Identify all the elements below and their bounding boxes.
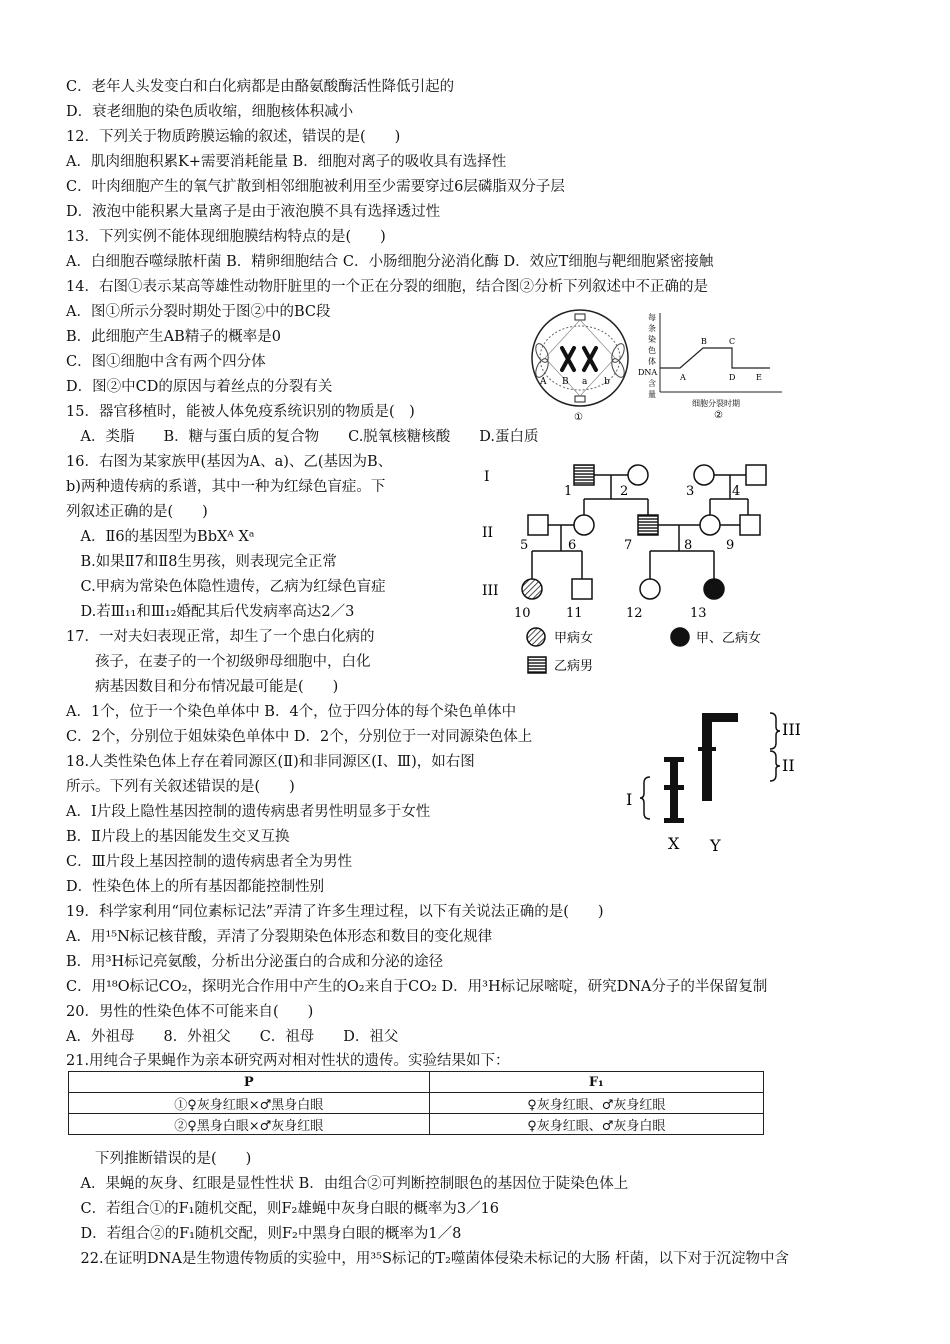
individual-id: 13 — [690, 606, 707, 621]
xy-chromosome-figure — [620, 705, 810, 860]
generation-label: II — [482, 525, 494, 541]
option-line: C．若组合①的F₁随机交配，则F₂雄蝇中灰身白眼的概率为3／16 — [66, 1201, 500, 1217]
table-cell: ♀灰身红眼、♂灰身红眼 — [429, 1093, 763, 1114]
question-line: 13．下列实例不能体现细胞膜结构特点的是( ) — [66, 229, 386, 245]
option-line: A．白细胞吞噬绿脓杆菌 B．精卵细胞结合 C．小肠细胞分泌消化酶 D．效应T细胞与靶细胞紧密接触 — [66, 254, 714, 270]
option-line: C．Ⅲ片段上基因控制的遗传病患者全为男性 — [66, 854, 353, 870]
option-line: C．图①细胞中含有两个四分体 — [66, 354, 266, 370]
pedigree-figure — [478, 455, 798, 685]
option-line: B．此细胞产生AB精子的概率是0 — [66, 329, 282, 345]
option-line: D．若组合②的F₁随机交配，则F₂中黑身白眼的概率为1／8 — [66, 1226, 462, 1242]
graph-ylabel-3: 染 — [648, 335, 656, 344]
table-header-p: P — [69, 1072, 430, 1093]
individual-id: 9 — [726, 538, 735, 553]
option-line: A．图①所示分裂时期处于图②中的BC段 — [66, 304, 331, 320]
option-line: D．液泡中能积累大量离子是由于液泡膜不具有选择透过性 — [66, 204, 441, 220]
individual-id: 4 — [732, 484, 741, 499]
table-row — [69, 1114, 764, 1135]
option-line: B.如果Ⅱ7和Ⅱ8生男孩，则表现完全正常 — [66, 554, 337, 570]
individual-id: 11 — [566, 606, 583, 621]
question-line: 12．下列关于物质跨膜运输的叙述，错误的是( ) — [66, 129, 401, 145]
experiment-table — [68, 1071, 764, 1135]
graph-point: D — [729, 373, 736, 382]
region-label: III — [782, 720, 801, 739]
question-line: 孩子，在妻子的一个初级卵母细胞中，白化 — [66, 654, 371, 670]
option-line: C．老年人头发变白和白化病都是由酪氨酸酶活性降低引起的 — [66, 79, 455, 95]
graph-ylabel-1: 每 — [648, 313, 656, 322]
graph-ylabel-5: 体 — [648, 357, 656, 366]
legend-label: 乙病男 — [554, 659, 594, 674]
option-line: B．Ⅱ片段上的基因能发生交叉互换 — [66, 829, 290, 845]
option-line: A．果蝇的灰身、红眼是显性性状 B．由组合②可判断控制眼色的基因位于陡染色体上 — [66, 1176, 629, 1192]
option-line: C．用¹⁸O标记CO₂，探明光合作用中产生的O₂来自于CO₂ D．用³H标记尿嘧啶，研究DNA分子的半保留复制 — [66, 979, 768, 995]
question-line: 18.人类性染色体上存在着同源区(Ⅱ)和非同源区(Ⅰ、Ⅲ)，如右图 — [66, 754, 475, 770]
question-line: 21.用纯合子果蝇作为亲本研究两对相对性状的遗传。实验结果如下： — [66, 1053, 510, 1069]
region-label: II — [782, 756, 795, 775]
option-line: A．Ⅱ6的基因型为BbXᴬ Xᵃ — [66, 529, 255, 545]
table-row — [69, 1093, 764, 1114]
table-cell: ♀灰身红眼、♂灰身白眼 — [429, 1114, 763, 1135]
question-line: 19．科学家利用“同位素标记法”弄清了许多生理过程，以下有关说法正确的是( ) — [66, 904, 604, 920]
graph-ylabel-7: 含 — [648, 379, 656, 388]
region-label: I — [626, 790, 633, 809]
individual-id: 5 — [520, 538, 529, 553]
table-header-f1: F₁ — [429, 1072, 763, 1093]
individual-id: 8 — [684, 538, 693, 553]
allele-label: A — [540, 377, 547, 387]
graph-ylabel-2: 条 — [648, 324, 656, 333]
cell-division-figure — [520, 308, 790, 423]
question-line: 列叙述正确的是( ) — [66, 504, 208, 520]
figure-number: ① — [574, 412, 583, 423]
question-line: 所示。下列有关叙述错误的是( ) — [66, 779, 295, 795]
individual-id: 2 — [620, 484, 629, 499]
graph-point: C — [729, 337, 736, 346]
option-line: C.甲病为常染色体隐性遗传，乙病为红绿色盲症 — [66, 579, 386, 595]
question-line: 病基因数目和分布情况最可能是( ) — [66, 679, 339, 695]
option-line: A．1个，位于一个染色单体中 B．4个，位于四分体的每个染色单体中 — [66, 704, 517, 720]
option-line: A．Ⅰ片段上隐性基因控制的遗传病患者男性明显多于女性 — [66, 804, 431, 820]
question-line: 16．右图为某家族甲(基因为A、a)、乙(基因为B、 — [66, 454, 393, 470]
individual-id: 7 — [624, 538, 633, 553]
graph-ylabel-4: 色 — [648, 346, 656, 355]
graph-point: A — [680, 373, 686, 382]
allele-label: a — [582, 377, 588, 387]
option-line: C．叶肉细胞产生的氧气扩散到相邻细胞被利用至少需要穿过6层磷脂双分子层 — [66, 179, 565, 195]
graph-xlabel: 细胞分裂时期 — [692, 399, 740, 408]
chromosome-label: X — [668, 834, 680, 853]
option-line: A．用¹⁵N标记核苷酸，弄清了分裂期染色体形态和数目的变化规律 — [66, 929, 493, 945]
table-cell: ②♀黑身白眼×♂灰身红眼 — [69, 1114, 430, 1135]
individual-id: 10 — [514, 606, 531, 621]
option-line: A．外祖母 8．外祖父 C．祖母 D．祖父 — [66, 1029, 399, 1045]
legend-label: 甲病女 — [554, 631, 594, 646]
option-line: D.若Ⅲ₁₁和Ⅲ₁₂婚配其后代发病率高达2／3 — [66, 604, 355, 620]
individual-id: 1 — [564, 484, 573, 499]
legend-label: 甲、乙病女 — [696, 631, 762, 646]
graph-point: E — [756, 373, 762, 382]
option-line: D．性染色体上的所有基因都能控制性别 — [66, 879, 325, 895]
question-line: b)两种遗传病的系谱，其中一种为红绿色盲症。下 — [66, 479, 386, 495]
question-line: 下列推断错误的是( ) — [66, 1151, 252, 1167]
question-line: 15．器官移植时，能被人体免疫系统识别的物质是( ) — [66, 404, 415, 420]
table-cell: ①♀灰身红眼×♂黑身白眼 — [69, 1093, 430, 1114]
chromosome-label: Y — [710, 836, 721, 855]
graph-ylabel-6: DNA — [638, 368, 658, 377]
generation-label: I — [484, 469, 490, 485]
generation-label: III — [482, 583, 499, 599]
option-line: A．肌肉细胞积累K+需要消耗能量 B．细胞对离子的吸收具有选择性 — [66, 154, 507, 170]
graph-point: B — [701, 337, 707, 346]
question-line: 20．男性的性染色体不可能来自( ) — [66, 1004, 314, 1020]
allele-label: B — [562, 377, 569, 387]
option-line: B．用³H标记亮氨酸，分析出分泌蛋白的合成和分泌的途径 — [66, 954, 444, 970]
option-line: C．2个，分别位于姐妹染色单体中 D．2个，分别位于一对同源染色体上 — [66, 729, 533, 745]
individual-id: 3 — [686, 484, 695, 499]
graph-ylabel-8: 量 — [648, 390, 656, 399]
question-line: 17．一对夫妇表现正常，却生了一个患白化病的 — [66, 629, 375, 645]
question-line: 14．右图①表示某高等雄性动物肝脏里的一个正在分裂的细胞，结合图②分析下列叙述中不正确的是 — [66, 279, 708, 295]
option-line: D．衰老细胞的染色质收缩，细胞核体积减小 — [66, 104, 354, 120]
individual-id: 12 — [626, 606, 643, 621]
individual-id: 6 — [568, 538, 577, 553]
figure-number: ② — [714, 410, 723, 421]
allele-label: b — [604, 377, 610, 387]
option-line: A．类脂 B．糖与蛋白质的复合物 C.脱氧核糖核酸 D.蛋白质 — [66, 429, 539, 445]
question-line: 22.在证明DNA是生物遗传物质的实验中，用³⁵S标记的T₂噬菌体侵染未标记的大肠 杆菌，以下对于沉淀物中含 — [66, 1251, 789, 1267]
option-line: D．图②中CD的原因与着丝点的分裂有关 — [66, 379, 333, 395]
